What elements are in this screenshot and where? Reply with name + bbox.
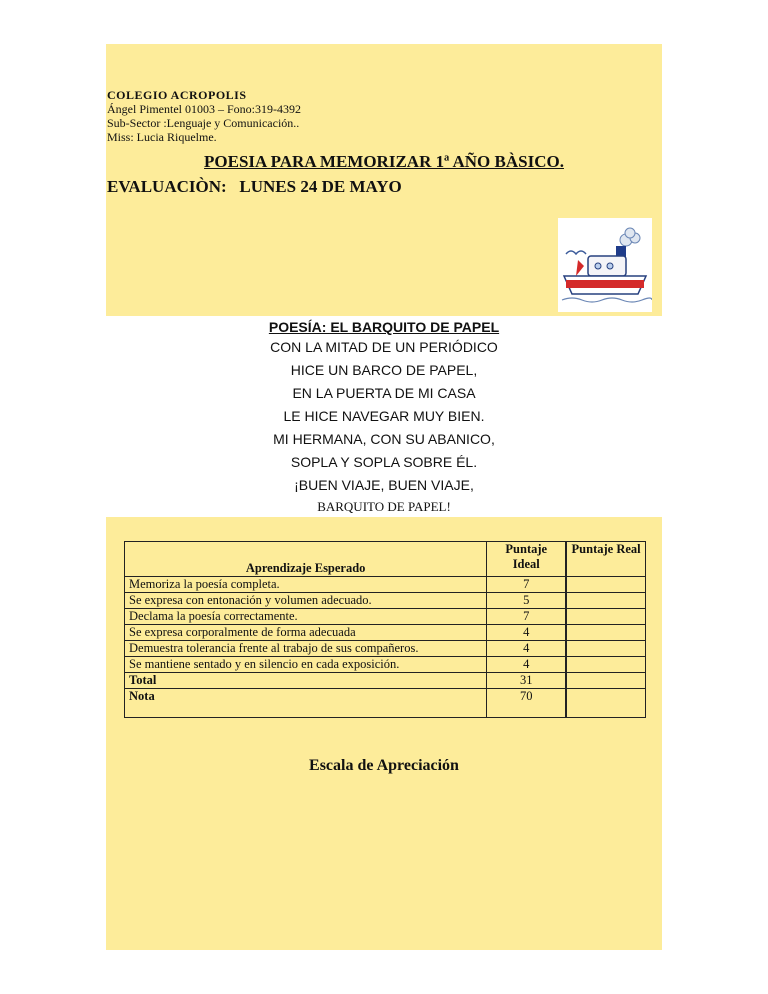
row-ideal: 7 <box>487 609 566 625</box>
poem-line: CON LA MITAD DE UN PERIÓDICO <box>270 339 498 355</box>
evaluation-table <box>124 541 646 718</box>
school-address: Ángel Pimentel 01003 – Fono:319-4392 <box>107 102 301 116</box>
poem-line: EN LA PUERTA DE MI CASA <box>292 385 476 401</box>
poem-line: BARQUITO DE PAPEL! <box>317 499 451 514</box>
row-item: Se mantiene sentado y en silencio en cada exposición. <box>125 657 487 673</box>
row-ideal: 7 <box>487 577 566 593</box>
nota-value: 70 <box>487 689 566 718</box>
total-label: Total <box>125 673 487 689</box>
row-item: Se expresa corporalmente de forma adecuada <box>125 625 487 641</box>
row-ideal: 4 <box>487 641 566 657</box>
row-ideal: 4 <box>487 657 566 673</box>
table-row <box>125 593 646 609</box>
scale-title: Escala de Apreciación <box>309 757 459 774</box>
page-title: POESIA PARA MEMORIZAR 1ª AÑO BÀSICO. <box>204 152 564 171</box>
poem-line: SOPLA Y SOPLA SOBRE ÉL. <box>290 454 478 470</box>
row-ideal: 4 <box>487 625 566 641</box>
header-aprendizaje: Aprendizaje Esperado <box>125 542 487 577</box>
header-puntaje-ideal: Puntaje Ideal <box>487 542 566 577</box>
poem-line: HICE UN BARCO DE PAPEL, <box>290 362 478 378</box>
teacher-name: Miss: Lucia Riquelme. <box>107 130 217 144</box>
evaluation-date: EVALUACIÒN: LUNES 24 DE MAYO <box>107 177 402 196</box>
table-row <box>125 625 646 641</box>
nota-real <box>566 689 645 718</box>
subsector: Sub-Sector :Lenguaje y Comunicación.. <box>107 116 300 130</box>
row-real <box>566 593 645 609</box>
row-real <box>566 609 645 625</box>
poem-line: ¡BUEN VIAJE, BUEN VIAJE, <box>294 477 474 493</box>
row-item: Memoriza la poesía completa. <box>125 577 487 593</box>
row-real <box>566 641 645 657</box>
row-item: Se expresa con entonación y volumen adecuado. <box>125 593 487 609</box>
school-header <box>107 88 301 144</box>
table-row <box>125 609 646 625</box>
table-row <box>125 577 646 593</box>
paper-boat-icon <box>558 218 652 312</box>
total-real <box>566 673 645 689</box>
row-item: Declama la poesía correctamente. <box>125 609 487 625</box>
poem <box>106 318 662 517</box>
row-real <box>566 657 645 673</box>
total-row <box>125 673 646 689</box>
poem-line: LE HICE NAVEGAR MUY BIEN. <box>283 408 485 424</box>
table-row <box>125 657 646 673</box>
poem-line: MI HERMANA, CON SU ABANICO, <box>273 431 495 447</box>
poem-title: POESÍA: EL BARQUITO DE PAPEL <box>268 319 500 335</box>
row-real <box>566 577 645 593</box>
table-row <box>125 641 646 657</box>
school-name: COLEGIO ACROPOLIS <box>107 88 247 102</box>
row-real <box>566 625 645 641</box>
row-item: Demuestra tolerancia frente al trabajo de sus compañeros. <box>125 641 487 657</box>
row-ideal: 5 <box>487 593 566 609</box>
total-value: 31 <box>487 673 566 689</box>
header-puntaje-real: Puntaje Real <box>566 542 645 577</box>
table-header-row <box>125 542 646 577</box>
nota-row <box>125 689 646 718</box>
nota-label: Nota <box>125 689 487 718</box>
